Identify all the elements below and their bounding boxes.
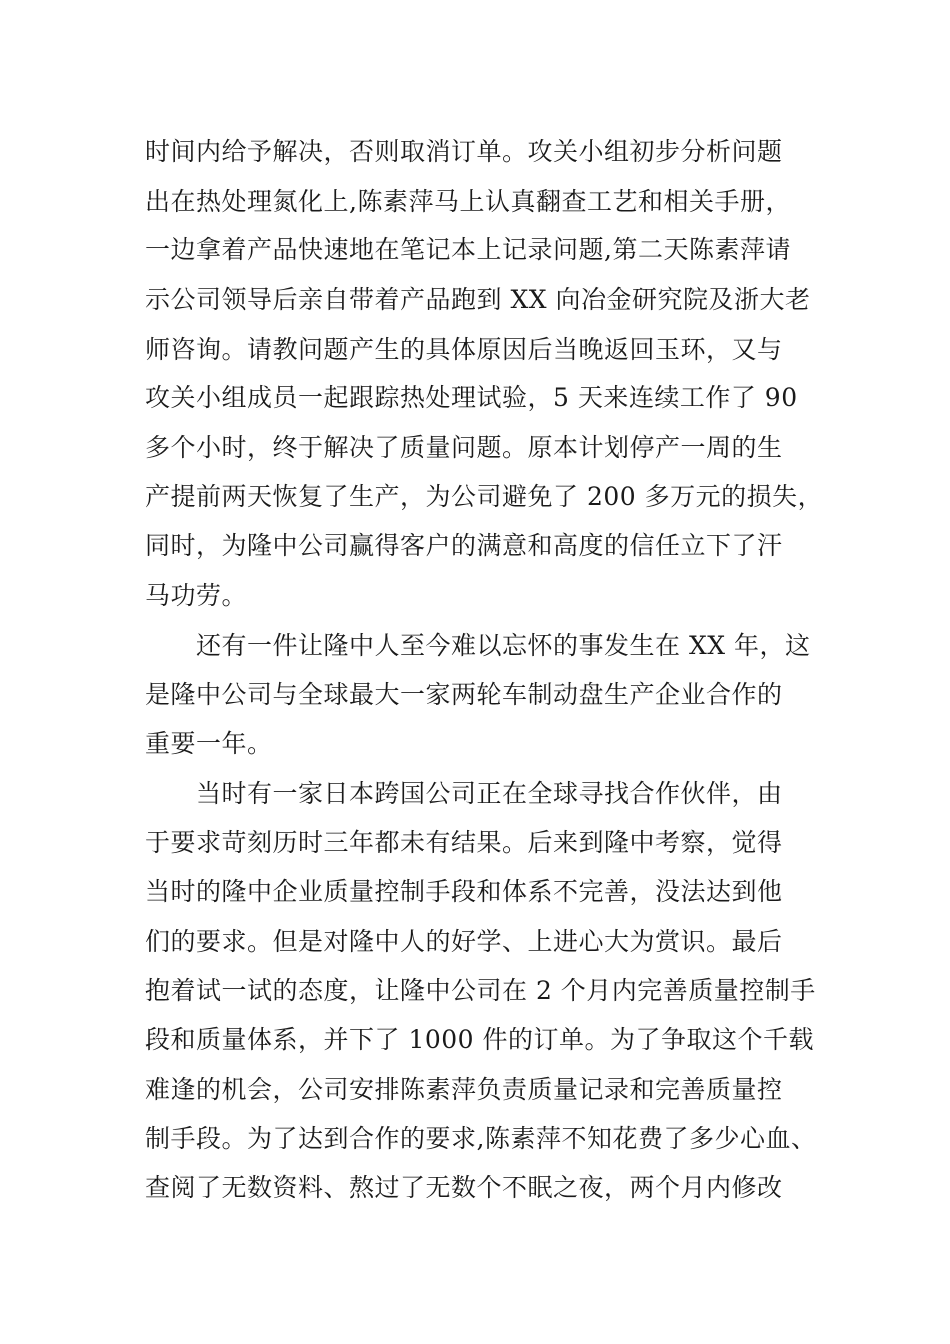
text-line: 还有一件让隆中人至今难以忘怀的事发生在 XX 年，这: [196, 631, 811, 660]
text-line: 段和质量体系，并下了 1000 件的订单。为了争取这个千载: [145, 1025, 815, 1054]
text-line: 攻关小组成员一起跟踪热处理试验，5 天来连续工作了 90: [145, 383, 798, 412]
text-line: 同时，为隆中公司赢得客户的满意和高度的信任立下了汗: [145, 531, 783, 560]
text-line: 制手段。为了达到合作的要求,陈素萍不知花费了多少心血、: [145, 1124, 817, 1153]
text-line: 是隆中公司与全球最大一家两轮车制动盘生产企业合作的: [145, 680, 783, 709]
text-line: 马功劳。: [145, 581, 248, 610]
text-line: 当时的隆中企业质量控制手段和体系不完善，没法达到他: [145, 877, 783, 906]
text-line: 一边拿着产品快速地在笔记本上记录问题,第二天陈素萍请: [145, 235, 791, 264]
text-line: 出在热处理氮化上,陈素萍马上认真翻查工艺和相关手册，: [145, 187, 791, 216]
text-line: 当时有一家日本跨国公司正在全球寻找合作伙伴，由: [196, 779, 783, 808]
text-line: 时间内给予解决，否则取消订单。攻关小组初步分析问题: [145, 137, 783, 166]
text-line: 抱着试一试的态度，让隆中公司在 2 个月内完善质量控制手: [145, 976, 816, 1005]
text-line: 重要一年。: [145, 729, 273, 758]
text-line: 们的要求。但是对隆中人的好学、上进心大为赏识。最后: [145, 927, 783, 956]
text-line: 产提前两天恢复了生产，为公司避免了 200 多万元的损失，: [145, 482, 824, 511]
text-line: 于要求苛刻历时三年都未有结果。后来到隆中考察，觉得: [145, 828, 783, 857]
text-line: 示公司领导后亲自带着产品跑到 XX 向冶金研究院及浙大老: [145, 285, 811, 314]
text-line: 难逢的机会，公司安排陈素萍负责质量记录和完善质量控: [145, 1075, 783, 1104]
text-line: 多个小时，终于解决了质量问题。原本计划停产一周的生: [145, 433, 783, 462]
text-line: 师咨询。请教问题产生的具体原因后当晚返回玉环，又与: [145, 335, 783, 364]
text-line: 查阅了无数资料、熬过了无数个不眠之夜，两个月内修改: [145, 1173, 783, 1202]
